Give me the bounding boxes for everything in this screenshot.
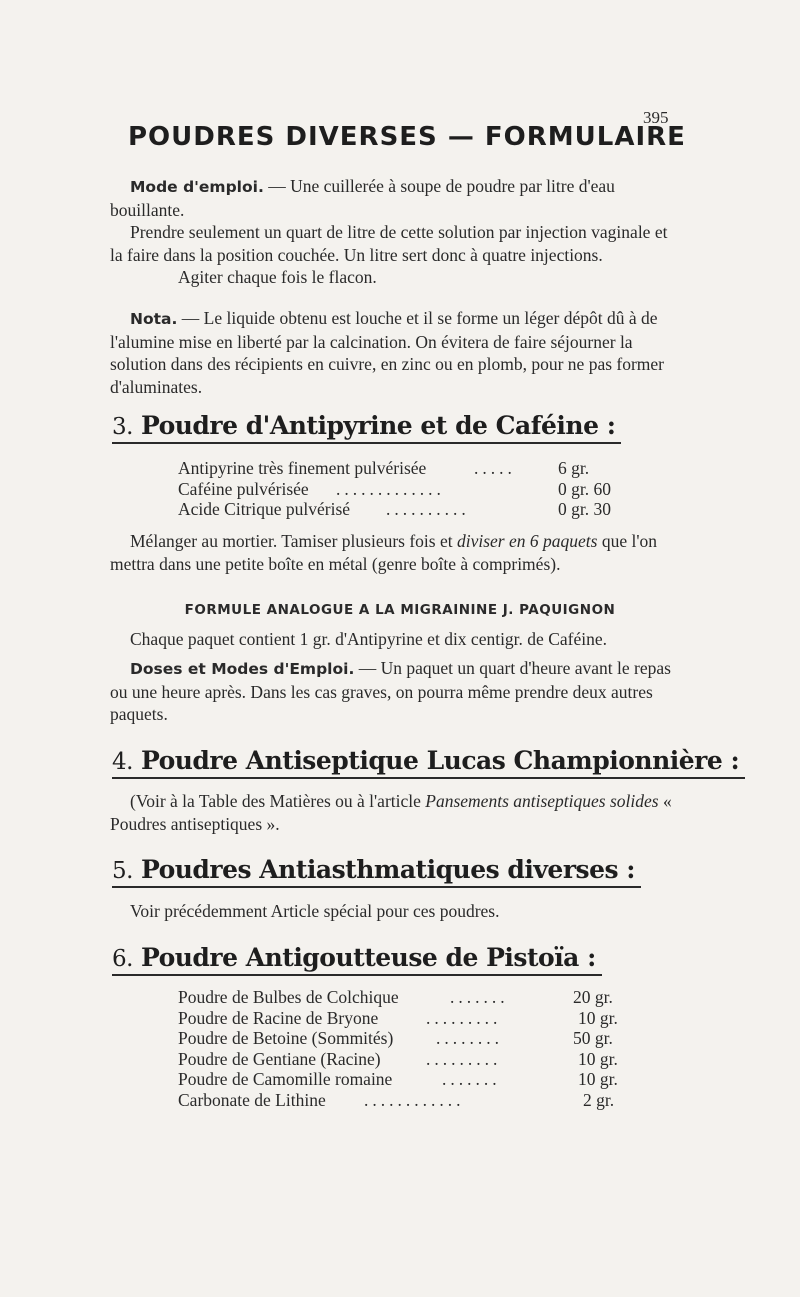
section-4-number: 4. [112,749,133,775]
section-4-heading [112,746,745,779]
mode-emploi-p2: Prendre seulement un quart de litre de cette solution par injection vaginale et la faire dans la position couchée. Un litre sert donc à quatre injections. [110,222,668,265]
instructions-emphasis: diviser en 6 paquets [456,531,598,551]
leader-dots: ..... [474,458,516,478]
section-6-number: 6. [112,946,133,972]
section-5-number: 5. [112,858,133,884]
ingredient-qty: 10 gr. [578,1007,618,1028]
ingredient-name: Poudre de Betoine (Sommités) [178,1028,394,1048]
section-3-title: Poudre d'Antipyrine et de Caféine : [140,411,616,440]
doses-label: Doses et Modes d'Emploi. [130,660,355,678]
section-3-instructions [110,530,684,575]
ingredient-name: Poudre de Bulbes de Colchique [178,987,399,1007]
leader-dots: ............ [364,1089,465,1110]
paquet-paragraph: Chaque paquet contient 1 gr. d'Antipyrine et dix centigr. de Caféine. [130,629,607,649]
section-6-heading [112,943,602,976]
section-4-text [110,790,684,835]
page-number: 395 [643,108,669,127]
section-5-title: Poudres Antiasthmatiques diverses : [140,855,635,884]
section-5-text: Voir précédemment Article spécial pour ces poudres. [130,901,500,921]
section-5-heading [112,855,641,888]
section-4-text-start: (Voir à la Table des Matières ou à l'article [130,791,426,811]
ingredient-name: Poudre de Racine de Bryone [178,1007,379,1028]
ingredient-qty: 50 gr. [573,1028,613,1048]
mode-emploi-p1 [110,175,684,221]
instructions-text-end: que l'on mettra dans une petite boîte en métal (genre boîte à comprimés). [110,531,657,574]
leader-dots: ......... [426,1048,502,1069]
ingredient-qty: 2 gr. [583,1089,615,1110]
leader-dots: ............. [336,478,445,499]
nota-paragraph [110,307,684,398]
section-3-heading [112,411,621,444]
section-3-number: 3. [112,414,133,440]
ingredient-qty: 0 gr. 60 [558,478,611,499]
ingredient-name: Carbonate de Lithine [178,1089,326,1110]
leader-dots: ....... [450,987,509,1007]
ingredient-qty: 10 gr. [578,1069,618,1089]
mode-emploi-text: — Une cuillerée à soupe de poudre par litre d'eau bouillante. [110,176,615,220]
mode-emploi-label: Mode d'emploi. [130,178,264,196]
formula-subtitle: FORMULE ANALOGUE A LA MIGRAININE J. PAQUIGNON [184,602,616,618]
section-4-emphasis: Pansements antiseptiques solides [425,791,659,811]
leader-dots: ....... [442,1069,501,1089]
doses-text: — Un paquet un quart d'heure avant le repas ou une heure après. Dans les cas graves, on pourra même prendre deux autres paquets. [110,658,671,724]
nota-label: Nota. [130,310,178,328]
ingredient-name: Acide Citrique pulvérisé [178,499,351,519]
leader-dots: ........ [436,1028,503,1048]
doses-paragraph [110,657,684,726]
ingredient-qty: 0 gr. 30 [558,499,611,519]
ingredient-qty: 20 gr. [573,987,613,1007]
instructions-text: Mélanger au mortier. Tamiser plusieurs fois et [130,531,457,551]
mode-emploi-section [110,175,684,289]
section-6-title: Poudre Antigoutteuse de Pistoïa : [140,943,596,972]
ingredient-name: Poudre de Gentiane (Racine) [178,1048,381,1069]
mode-emploi-p3: Agiter chaque fois le flacon. [178,267,377,287]
ingredient-name: Caféine pulvérisée [178,478,309,499]
ingredient-qty: 6 gr. [558,458,590,478]
nota-text: — Le liquide obtenu est louche et il se forme un léger dépôt dû à de l'alumine mise en liberté par la calcination. On évitera de faire séjourner la solution dans des récipients en cuivre, en zinc ou en plomb, pour ne pas former d'aluminates. [110,308,665,397]
leader-dots: ......... [426,1007,502,1028]
ingredient-name: Poudre de Camomille romaine [178,1069,393,1089]
section-4-text-end: « Poudres antiseptiques ». [110,791,672,834]
leader-dots: .......... [386,499,470,519]
running-title: POUDRES DIVERSES — FORMULAIRE [128,122,686,152]
ingredient-qty: 10 gr. [578,1048,618,1069]
ingredient-name: Antipyrine très finement pulvérisée [178,458,427,478]
section-4-title: Poudre Antiseptique Lucas Championnière : [140,746,740,775]
